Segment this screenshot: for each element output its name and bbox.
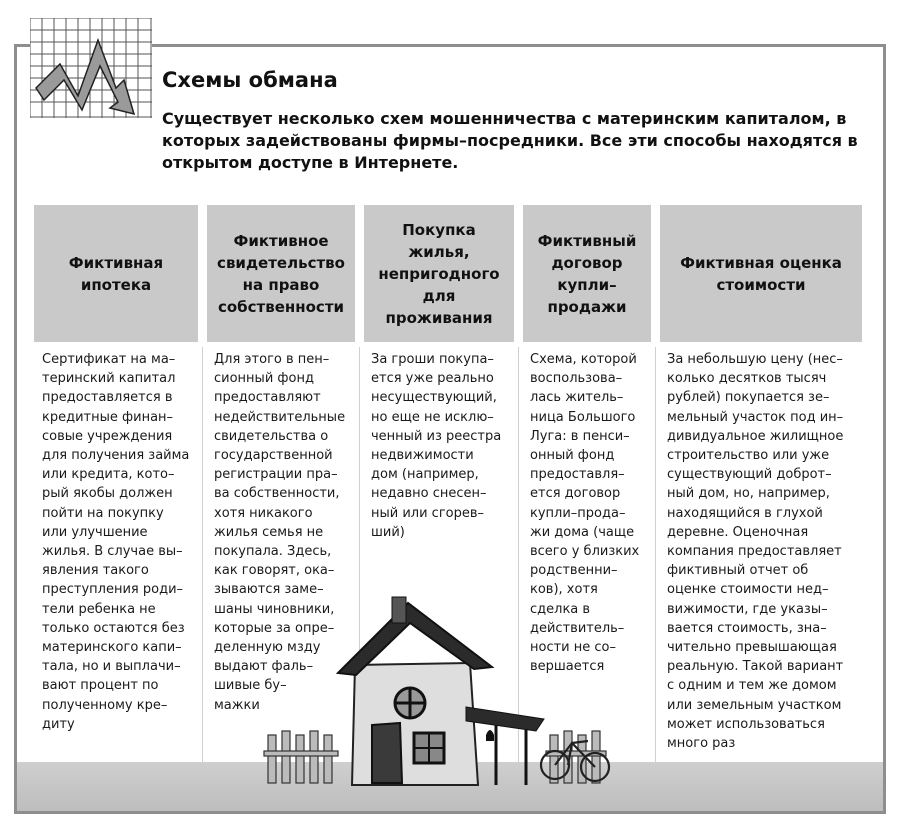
- column-text-fictitious-contract: Схема, которой воспользова– лась житель– ница Большого Луга: в пенси– онный фонд предоставля– ется договор купли–прода– жи дома (чаще всего у близких родственни– ков), хотя сделка в действитель– ности не со– вершается: [530, 352, 640, 675]
- page-title: Схемы обмана: [162, 68, 338, 92]
- column-divider: [202, 347, 203, 777]
- column-header-unfit-housing: Покупка жилья, непригодного для проживания: [364, 205, 514, 342]
- column-divider: [655, 347, 656, 777]
- column-text-unfit-housing: За гроши покупа– ется уже реально несуществующий, но еще не исклю– ченный из реестра недвижимости дом (например, недавно снесен– ный или сгорев– ший): [371, 352, 502, 540]
- intro-text: Существует несколько схем мошенничества с материнским капиталом, в которых задействованы фирмы–посредники. Все эти способы находятся в открытом доступе в Интернете.: [162, 109, 858, 172]
- column-text-fictitious-certificate: Для этого в пен– сионный фонд предоставляют недействительные свидетельства о государственной регистрации пра– ва собственности, хотя никакого жилья семья не покупала. Здесь, как говорят, ока– зываются заме– шаны чиновники, которые за опре– деленную мзду выдают фаль– шивые бу– мажки: [214, 352, 346, 713]
- column-header-fictitious-mortgage: Фиктивная ипотека: [34, 205, 198, 342]
- column-header-fictitious-certificate: Фиктивное свидетельство на право собственности: [207, 205, 355, 342]
- column-text-fictitious-mortgage: Сертификат на ма– теринский капитал предоставляется в кредитные финан– совые учреждения для получения займа или кредита, кото– рый якобы должен пойти на покупку или улучшение жилья. В случае вы– явления такого преступления роди– тели ребенка не только остаются без материнского капи– тала, но и выплачи– вают процент по полученному кре– диту: [42, 352, 190, 732]
- column-text-fictitious-valuation: За небольшую цену (нес– колько десятков тысяч рублей) покупается зе– мельный участок под ин– дивидуальное жилищное строительство или уже существующий доброт– ный дом, но, например, находящийся в глухой деревне. Оценочная компания предоставляет фиктивный отчет об оценке стоимости нед– вижимости, где указы– вается стоимость, зна– чительно превышающая реальную. Такой вариант с одним и тем же домом или земельным участком может использоваться много раз: [667, 352, 844, 752]
- column-header-fictitious-contract: Фиктивный договор купли–продажи: [523, 205, 651, 342]
- column-header-fictitious-valuation: Фиктивная оценка стоимости: [660, 205, 862, 342]
- falling-chart-icon: [30, 18, 152, 118]
